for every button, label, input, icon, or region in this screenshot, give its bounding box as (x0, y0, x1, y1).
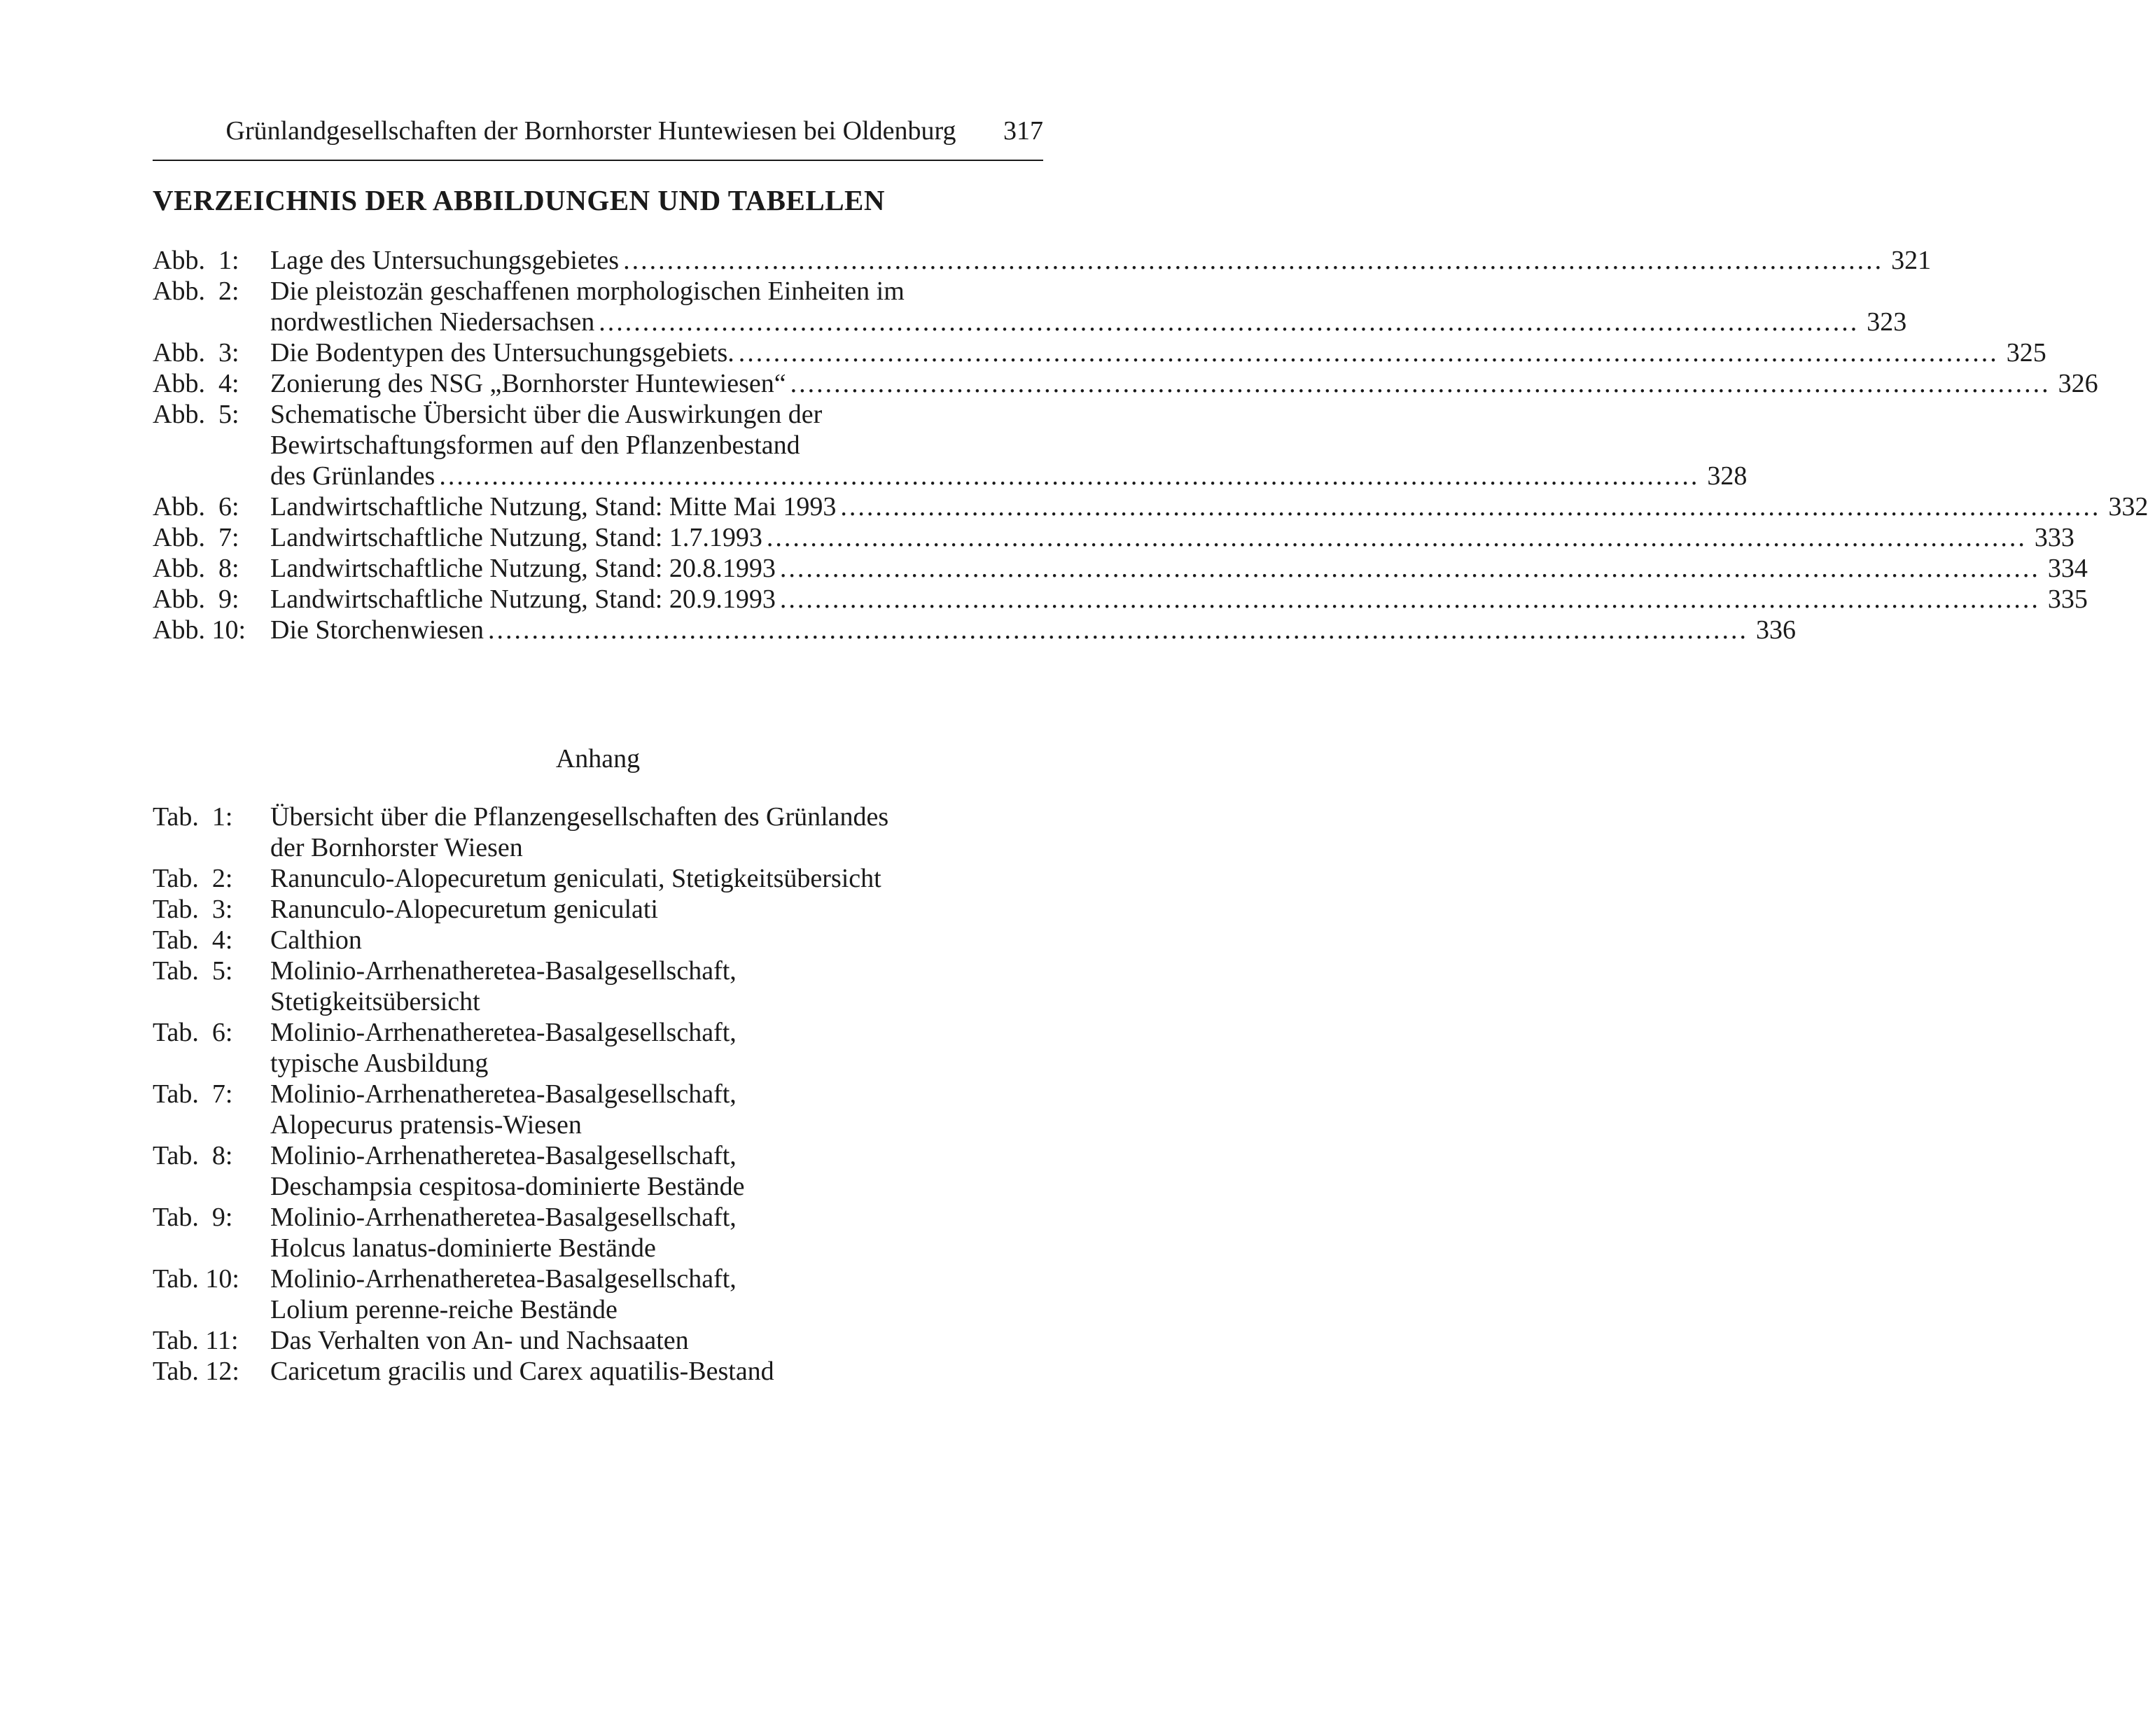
table-title-text: Calthion (270, 925, 362, 955)
figure-title (270, 276, 1043, 307)
figure-title-text: Landwirtschaftliche Nutzung, Stand: Mitte Mai 1993 (270, 492, 837, 522)
table-title (270, 955, 1043, 986)
figure-title (270, 615, 1752, 645)
table-title (270, 1140, 1043, 1171)
table-entry (153, 1325, 1043, 1356)
figure-title (270, 522, 2031, 553)
table-entry (153, 1202, 1043, 1264)
figure-label: Abb. 9: (153, 584, 239, 614)
figure-page-number: 335 (2047, 584, 2088, 614)
table-continuation (153, 1171, 1043, 1202)
table-row (153, 1202, 1043, 1233)
table-title-text: Molinio-Arrhenatheretea-Basalgesellschaft, (270, 956, 737, 986)
table-title (270, 1325, 1043, 1356)
table-continuation (153, 1048, 1043, 1079)
figure-entry (153, 337, 2046, 368)
figure-page-number: 332 (2108, 492, 2148, 522)
figure-label: Abb. 6: (153, 492, 239, 522)
table-title-text: typische Ausbildung (270, 1049, 489, 1078)
table-label: Tab. 7: (153, 1079, 233, 1109)
table-title-text: Alopecurus pratensis-Wiesen (270, 1110, 582, 1140)
appendix-heading: Anhang (555, 744, 641, 774)
figure-page-number: 334 (2047, 554, 2088, 583)
figure-entry (153, 368, 2098, 399)
table-label: Tab. 9: (153, 1203, 233, 1232)
figure-label: Abb. 2: (153, 276, 239, 306)
figure-label: Abb. 10: (153, 615, 246, 645)
dot-leader (767, 522, 2027, 553)
figure-row (153, 491, 2148, 522)
table-row (153, 1140, 1043, 1171)
table-entry (153, 955, 1043, 1017)
table-entry (153, 1140, 1043, 1202)
figure-row (153, 553, 2088, 584)
figure-entry (153, 245, 1932, 276)
figure-row (153, 368, 2098, 399)
figure-title-text: nordwestlichen Niedersachsen (270, 307, 595, 337)
table-title (270, 1264, 1043, 1294)
table-title (270, 1356, 1043, 1387)
table-row (153, 1079, 1043, 1110)
running-title: Grünlandgesellschaften der Bornhorster Huntewiesen bei Oldenburg (225, 116, 956, 146)
figure-page-number: 328 (1707, 461, 1748, 491)
table-title-text: Caricetum gracilis und Carex aquatilis-Bestand (270, 1357, 774, 1386)
table-title (270, 1017, 1043, 1048)
table-row (153, 955, 1043, 986)
table-title-text: Deschampsia cespitosa-dominierte Bestände (270, 1172, 745, 1201)
dot-leader (790, 368, 2051, 399)
figure-row (153, 615, 1796, 645)
table-entry (153, 1264, 1043, 1325)
table-row (153, 894, 1043, 925)
figure-label: Abb. 8: (153, 554, 239, 583)
figure-entry (153, 276, 1907, 337)
figure-continuation (153, 307, 1907, 337)
table-title-text: Molinio-Arrhenatheretea-Basalgesellschaft, (270, 1079, 737, 1109)
section-heading: VERZEICHNIS DER ABBILDUNGEN UND TABELLEN (153, 184, 886, 216)
figure-row (153, 276, 1043, 307)
table-title-text: Molinio-Arrhenatheretea-Basalgesellschaft, (270, 1264, 737, 1294)
figure-page-number: 323 (1867, 307, 1907, 337)
dot-leader (623, 245, 1883, 276)
table-row (153, 1017, 1043, 1048)
table-title (270, 802, 1043, 832)
figure-list (153, 245, 2148, 645)
page-number: 317 (1003, 116, 1043, 146)
figure-title-text: Landwirtschaftliche Nutzung, Stand: 1.7.1993 (270, 523, 762, 552)
table-continuation (153, 986, 1043, 1017)
table-title-text: Stetigkeitsübersicht (270, 987, 480, 1016)
figure-title-text: des Grünlandes (270, 461, 435, 491)
table-title-text: Übersicht über die Pflanzengesellschaften des Grünlandes (270, 802, 889, 832)
figure-entry (153, 491, 2148, 522)
figure-row (153, 337, 2046, 368)
table-title (270, 894, 1043, 925)
figure-title-text: Lage des Untersuchungsgebietes (270, 246, 620, 275)
table-title-text: der Bornhorster Wiesen (270, 833, 523, 862)
table-title-text: Ranunculo-Alopecuretum geniculati (270, 895, 658, 924)
table-title-text: Lolium perenne-reiche Bestände (270, 1295, 618, 1324)
dot-leader (739, 337, 1999, 368)
table-row (153, 1264, 1043, 1294)
figure-entry (153, 399, 1748, 491)
figure-continuation (153, 430, 1043, 461)
table-label: Tab. 11: (153, 1326, 239, 1355)
table-label: Tab. 12: (153, 1357, 239, 1386)
table-entry (153, 802, 1043, 863)
figure-page-number: 326 (2058, 369, 2098, 398)
figure-page-number: 336 (1755, 615, 1796, 645)
figure-title-text: Die pleistozän geschaffenen morphologischen Einheiten im (270, 276, 905, 306)
table-continuation (153, 832, 1043, 863)
figure-continuation (153, 461, 1748, 491)
figure-label: Abb. 7: (153, 523, 239, 552)
table-row (153, 802, 1043, 832)
figure-entry (153, 522, 2074, 553)
dot-leader (488, 615, 1748, 645)
table-label: Tab. 10: (153, 1264, 239, 1294)
table-entry (153, 1356, 1043, 1387)
table-title-text: Molinio-Arrhenatheretea-Basalgesellschaft, (270, 1203, 737, 1232)
table-continuation (153, 1233, 1043, 1264)
figure-row (153, 584, 2088, 615)
table-row (153, 863, 1043, 894)
figure-label: Abb. 5: (153, 400, 239, 429)
table-title-text: Ranunculo-Alopecuretum geniculati, Stetigkeitsübersicht (270, 864, 881, 893)
table-title (270, 925, 1043, 955)
dot-leader (780, 553, 2040, 584)
table-title (270, 1079, 1043, 1110)
table-continuation (153, 1294, 1043, 1325)
dot-leader (840, 491, 2100, 522)
table-title-text: Molinio-Arrhenatheretea-Basalgesellschaft, (270, 1141, 737, 1170)
figure-title-text: Bewirtschaftungsformen auf den Pflanzenbestand (270, 430, 800, 460)
table-entry (153, 925, 1043, 955)
header-rule (153, 160, 1043, 161)
table-title (270, 863, 1043, 894)
figure-title (270, 368, 2055, 399)
figure-title-text: Landwirtschaftliche Nutzung, Stand: 20.9.1993 (270, 584, 776, 614)
figure-page-number: 325 (2006, 338, 2046, 368)
table-label: Tab. 5: (153, 956, 233, 986)
figure-title (270, 245, 1888, 276)
table-row (153, 1325, 1043, 1356)
figure-title (270, 584, 2044, 615)
figure-title (270, 399, 1043, 430)
table-row (153, 925, 1043, 955)
table-label: Tab. 3: (153, 895, 233, 924)
table-continuation (153, 1110, 1043, 1140)
dot-leader (780, 584, 2040, 615)
figure-row (153, 522, 2074, 553)
figure-row (153, 399, 1043, 430)
figure-title-text: Landwirtschaftliche Nutzung, Stand: 20.8.1993 (270, 554, 776, 583)
running-head (153, 115, 1043, 146)
table-title-text: Molinio-Arrhenatheretea-Basalgesellschaft, (270, 1018, 737, 1047)
figure-page-number: 321 (1891, 246, 1932, 275)
figure-title (270, 491, 2105, 522)
figure-entry (153, 615, 1796, 645)
table-entry (153, 1079, 1043, 1140)
figure-label: Abb. 3: (153, 338, 239, 368)
figure-row (153, 245, 1932, 276)
table-label: Tab. 6: (153, 1018, 233, 1047)
table-label: Tab. 8: (153, 1141, 233, 1170)
figure-title-text: Zonierung des NSG „Bornhorster Huntewiesen“ (270, 369, 786, 398)
table-title (270, 1202, 1043, 1233)
dot-leader (599, 307, 1859, 337)
figure-page-number: 333 (2034, 523, 2074, 552)
table-label: Tab. 4: (153, 925, 233, 955)
figure-entry (153, 584, 2088, 615)
figure-label: Abb. 4: (153, 369, 239, 398)
table-entry (153, 1017, 1043, 1079)
table-entry (153, 863, 1043, 894)
table-title-text: Holcus lanatus-dominierte Bestände (270, 1233, 656, 1263)
figure-title (270, 553, 2044, 584)
figure-title (270, 337, 2003, 368)
dot-leader (439, 461, 1699, 491)
table-list (153, 802, 1043, 1387)
figure-title-text: Die Bodentypen des Untersuchungsgebiets. (270, 338, 734, 368)
figure-label: Abb. 1: (153, 246, 239, 275)
figure-title-text: Die Storchenwiesen (270, 615, 484, 645)
table-label: Tab. 2: (153, 864, 233, 893)
table-label: Tab. 1: (153, 802, 233, 832)
figure-entry (153, 553, 2088, 584)
table-row (153, 1356, 1043, 1387)
table-entry (153, 894, 1043, 925)
table-title-text: Das Verhalten von An- und Nachsaaten (270, 1326, 689, 1355)
figure-title-text: Schematische Übersicht über die Auswirkungen der (270, 400, 823, 429)
